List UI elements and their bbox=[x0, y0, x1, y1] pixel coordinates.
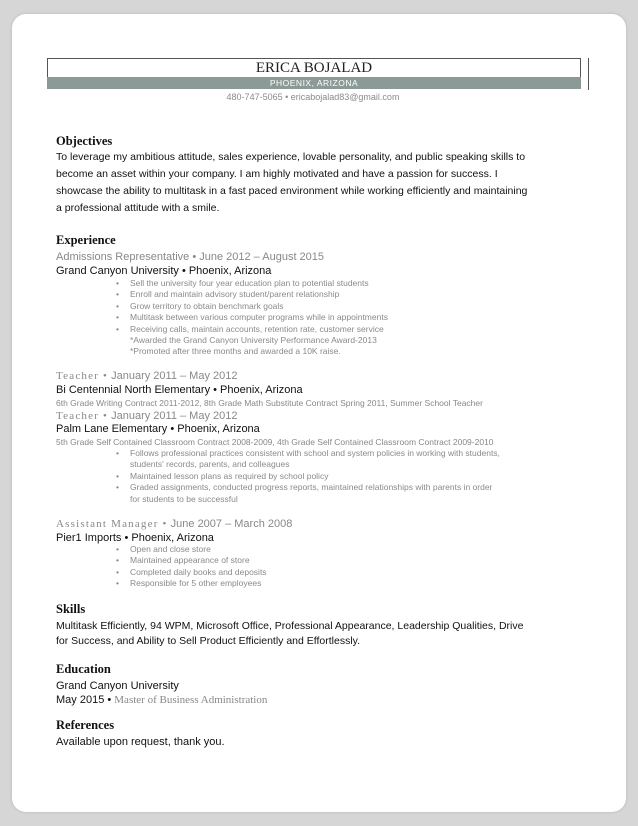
contact-info: 480-747-5065 • ericabojalad83@gmail.com bbox=[226, 92, 400, 102]
list-item bbox=[116, 482, 500, 505]
list-item: • Receiving calls, maintain accounts, retention rate, customer service bbox=[116, 324, 388, 335]
objective-line: a professional attitude with a smile. bbox=[56, 202, 220, 214]
candidate-location: PHOENIX, ARIZONA bbox=[47, 77, 581, 89]
list-item: • Multitask between various computer programs while in appointments bbox=[116, 312, 388, 323]
list-item: • Maintained appearance of store bbox=[116, 555, 267, 566]
list-item: • Completed daily books and deposits bbox=[116, 567, 267, 578]
header-rule bbox=[588, 58, 589, 90]
skills-heading: Skills bbox=[56, 602, 86, 616]
objective-line: showcase the ability to multitask in a fast paced environment while working efficiently and maintaining bbox=[56, 185, 528, 197]
award-note: *Promoted after three months and awarded a 10K raise. bbox=[130, 346, 341, 356]
list-item: • Sell the university four year education plan to potential students bbox=[116, 278, 388, 289]
job-title bbox=[56, 518, 292, 530]
skills-line: for Success, and Ability to Sell Product Efficiently and Effortlessly. bbox=[56, 635, 361, 647]
job-duties-list bbox=[116, 278, 388, 335]
education-date: May 2015 • bbox=[56, 694, 112, 706]
list-item: • Responsible for 5 other employees bbox=[116, 578, 267, 589]
list-item: • Open and close store bbox=[116, 544, 267, 555]
job-title bbox=[56, 410, 238, 422]
job-dates: January 2011 – May 2012 bbox=[111, 410, 238, 422]
list-item: • Maintained lesson plans as required by school policy bbox=[116, 471, 500, 482]
job-dates: January 2011 – May 2012 bbox=[111, 370, 238, 382]
objective-line: To leverage my ambitious attitude, sales experience, lovable personality, and public speaking skills to bbox=[56, 151, 526, 163]
job-title bbox=[56, 370, 238, 382]
job-duties-list bbox=[116, 544, 267, 590]
list-item: • Enroll and maintain advisory student/parent relationship bbox=[116, 289, 388, 300]
education-heading: Education bbox=[56, 662, 111, 676]
job-title-text: Assistant Manager • bbox=[56, 518, 168, 530]
list-item-text: Graded assignments, conducted progress reports, maintained relationships with parents in order bbox=[130, 482, 493, 493]
job-dates: June 2007 – March 2008 bbox=[170, 518, 293, 530]
job-organization: Bi Centennial North Elementary • Phoenix, Arizona bbox=[56, 384, 303, 396]
list-item bbox=[116, 448, 500, 471]
list-item-continuation: students' records, parents, and colleagues bbox=[130, 459, 290, 470]
education-degree-line bbox=[56, 694, 267, 706]
references-heading: References bbox=[56, 718, 115, 732]
job-organization: Palm Lane Elementary • Phoenix, Arizona bbox=[56, 423, 260, 435]
objectives-heading: Objectives bbox=[56, 134, 113, 148]
education-degree: Master of Business Administration bbox=[114, 694, 268, 706]
objective-line: become an asset within your company. I am highly motivated and have a passion for success. I bbox=[56, 168, 498, 180]
job-duties-list bbox=[116, 448, 500, 505]
job-organization: Grand Canyon University • Phoenix, Arizona bbox=[56, 265, 272, 277]
references-text: Available upon request, thank you. bbox=[56, 736, 225, 748]
list-item: • Grow territory to obtain benchmark goals bbox=[116, 301, 388, 312]
list-item-continuation: for students to be successful bbox=[130, 493, 238, 504]
candidate-name: ERICA BOJALAD bbox=[47, 58, 581, 77]
job-title-text: Teacher • bbox=[56, 370, 109, 382]
education-school: Grand Canyon University bbox=[56, 680, 179, 692]
award-note: *Awarded the Grand Canyon University Performance Award-2013 bbox=[130, 335, 377, 345]
contract-details: 5th Grade Self Contained Classroom Contract 2008-2009, 4th Grade Self Contained Classroom Contract 2009-2010 bbox=[56, 437, 494, 447]
contract-details: 6th Grade Writing Contract 2011-2012, 8th Grade Math Substitute Contract Spring 2011, Summer School Teacher bbox=[56, 398, 483, 408]
resume-page bbox=[30, 30, 608, 806]
job-title: Admissions Representative • June 2012 – August 2015 bbox=[56, 251, 325, 263]
list-item-text: Follows professional practices consistent with school and system policies in working with students, bbox=[130, 448, 500, 458]
skills-line: Multitask Efficiently, 94 WPM, Microsoft Office, Professional Appearance, Leadership Qualities, Drive bbox=[56, 620, 524, 632]
job-title-text: Teacher • bbox=[56, 410, 109, 422]
experience-heading: Experience bbox=[56, 233, 116, 247]
job-organization: Pier1 Imports • Phoenix, Arizona bbox=[56, 532, 214, 544]
